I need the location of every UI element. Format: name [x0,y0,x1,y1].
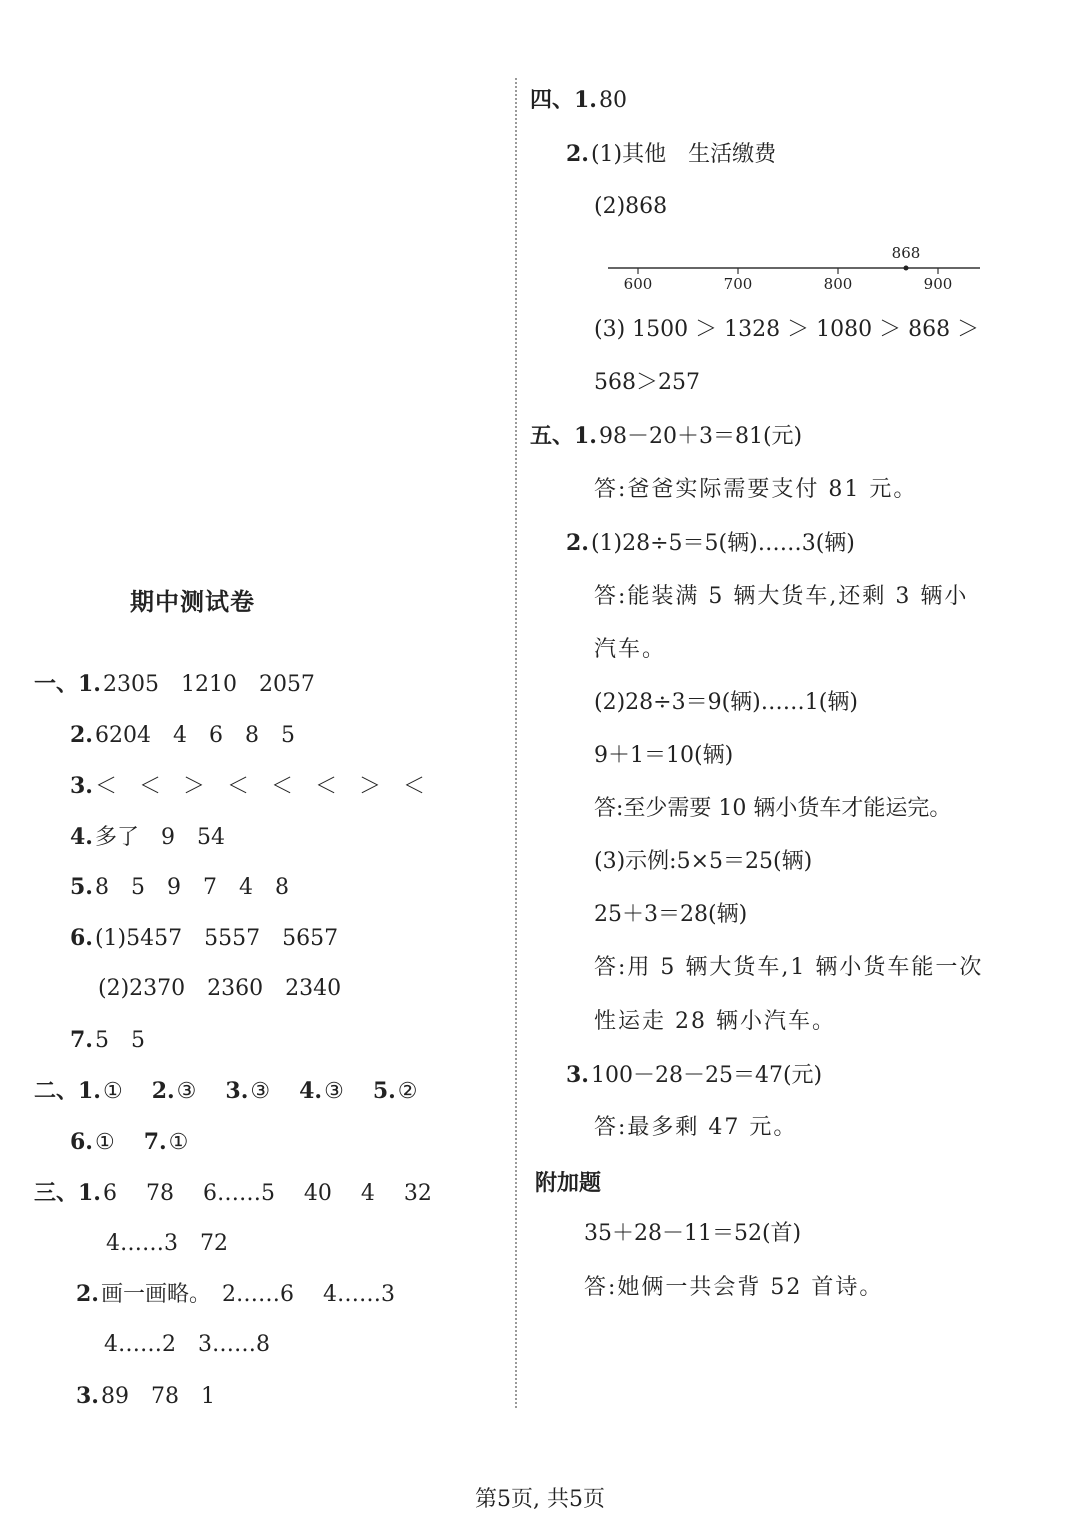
s4-q2b: (2)868 [594,194,668,219]
s3-q3: 3.89 78 1 [76,1383,215,1409]
number-line-tick-label: 800 [823,275,853,293]
number-line-tick-label: 700 [723,275,753,293]
s4-q2c2: 568＞257 [594,370,700,395]
bonus-a: 35＋28－11＝52(首) [584,1221,802,1246]
s4-q2c1: (3) 1500 ＞ 1328 ＞ 1080 ＞ 868 ＞ [594,317,980,342]
s5-q2a: 2.(1)28÷5＝5(辆)……3(辆) [566,530,855,556]
s5-q1a: 五、1.98－20＋3＝81(元) [530,423,803,449]
s2-line2: 6.① 7.① [70,1129,189,1155]
s5-q2b2: 汽车。 [594,637,667,662]
s4-q1: 四、1.80 [530,87,627,113]
left-column [0,0,515,1527]
s5-q2h2: 性运走 28 辆小汽车。 [594,1009,836,1034]
page-footer: 第5页, 共5页 [475,1487,605,1512]
s2-line1: 二、1.① 2.③ 3.③ 4.③ 5.② [34,1078,418,1104]
number-line [600,238,990,298]
number-line-tick-label: 900 [923,275,953,293]
s5-q3a: 3.100－28－25＝47(元) [566,1062,823,1088]
number-line-tick-label: 600 [623,275,653,293]
s5-q2f: (3)示例:5×5＝25(辆) [594,849,813,874]
s1-q4: 4.多了 9 54 [70,824,225,850]
s5-q2d: 9＋1＝10(辆) [594,743,734,768]
s1-q5: 5.8 5 9 7 4 8 [70,874,289,900]
s5-q3b: 答:最多剩 47 元。 [594,1115,798,1140]
s3-q2a: 2.画一画略。 2……6 4……3 [76,1281,395,1307]
bonus-b: 答:她俩一共会背 52 首诗。 [584,1275,884,1300]
s1-q3: 3.＜ ＜ ＞ ＜ ＜ ＜ ＞ ＜ [70,773,425,799]
s5-q2c: (2)28÷3＝9(辆)……1(辆) [594,690,858,715]
s1-q1: 一、1.2305 1210 2057 [34,671,315,697]
s4-q2a: 2.(1)其他 生活缴费 [566,141,777,167]
s3-q1b: 4……3 72 [106,1231,228,1256]
s3-q2b: 4……2 3……8 [104,1332,270,1357]
number-line-point-label: 868 [891,244,921,262]
s1-q2: 2.6204 4 6 8 5 [70,722,295,748]
number-line-ticks [624,268,953,293]
s5-q1b: 答:爸爸实际需要支付 81 元。 [594,477,918,502]
s1-q6b: (2)2370 2360 2340 [98,976,342,1001]
s5-q2h1: 答:用 5 辆大货车,1 辆小货车能一次 [594,955,984,980]
number-line-point [904,266,909,271]
column-divider [515,78,517,1408]
s3-q1a: 三、1.6 78 6……5 40 4 32 [34,1180,432,1206]
s5-q2e: 答:至少需要 10 辆小货车才能运完。 [594,796,952,821]
section-title: 期中测试卷 [130,588,255,616]
s1-q6a: 6.(1)5457 5557 5657 [70,925,339,951]
s1-q7: 7.5 5 [70,1027,145,1053]
s5-q2b1: 答:能装满 5 辆大货车,还剩 3 辆小 [594,584,969,609]
s5-q2g: 25＋3＝28(辆) [594,902,748,927]
bonus-title: 附加题 [535,1171,602,1196]
